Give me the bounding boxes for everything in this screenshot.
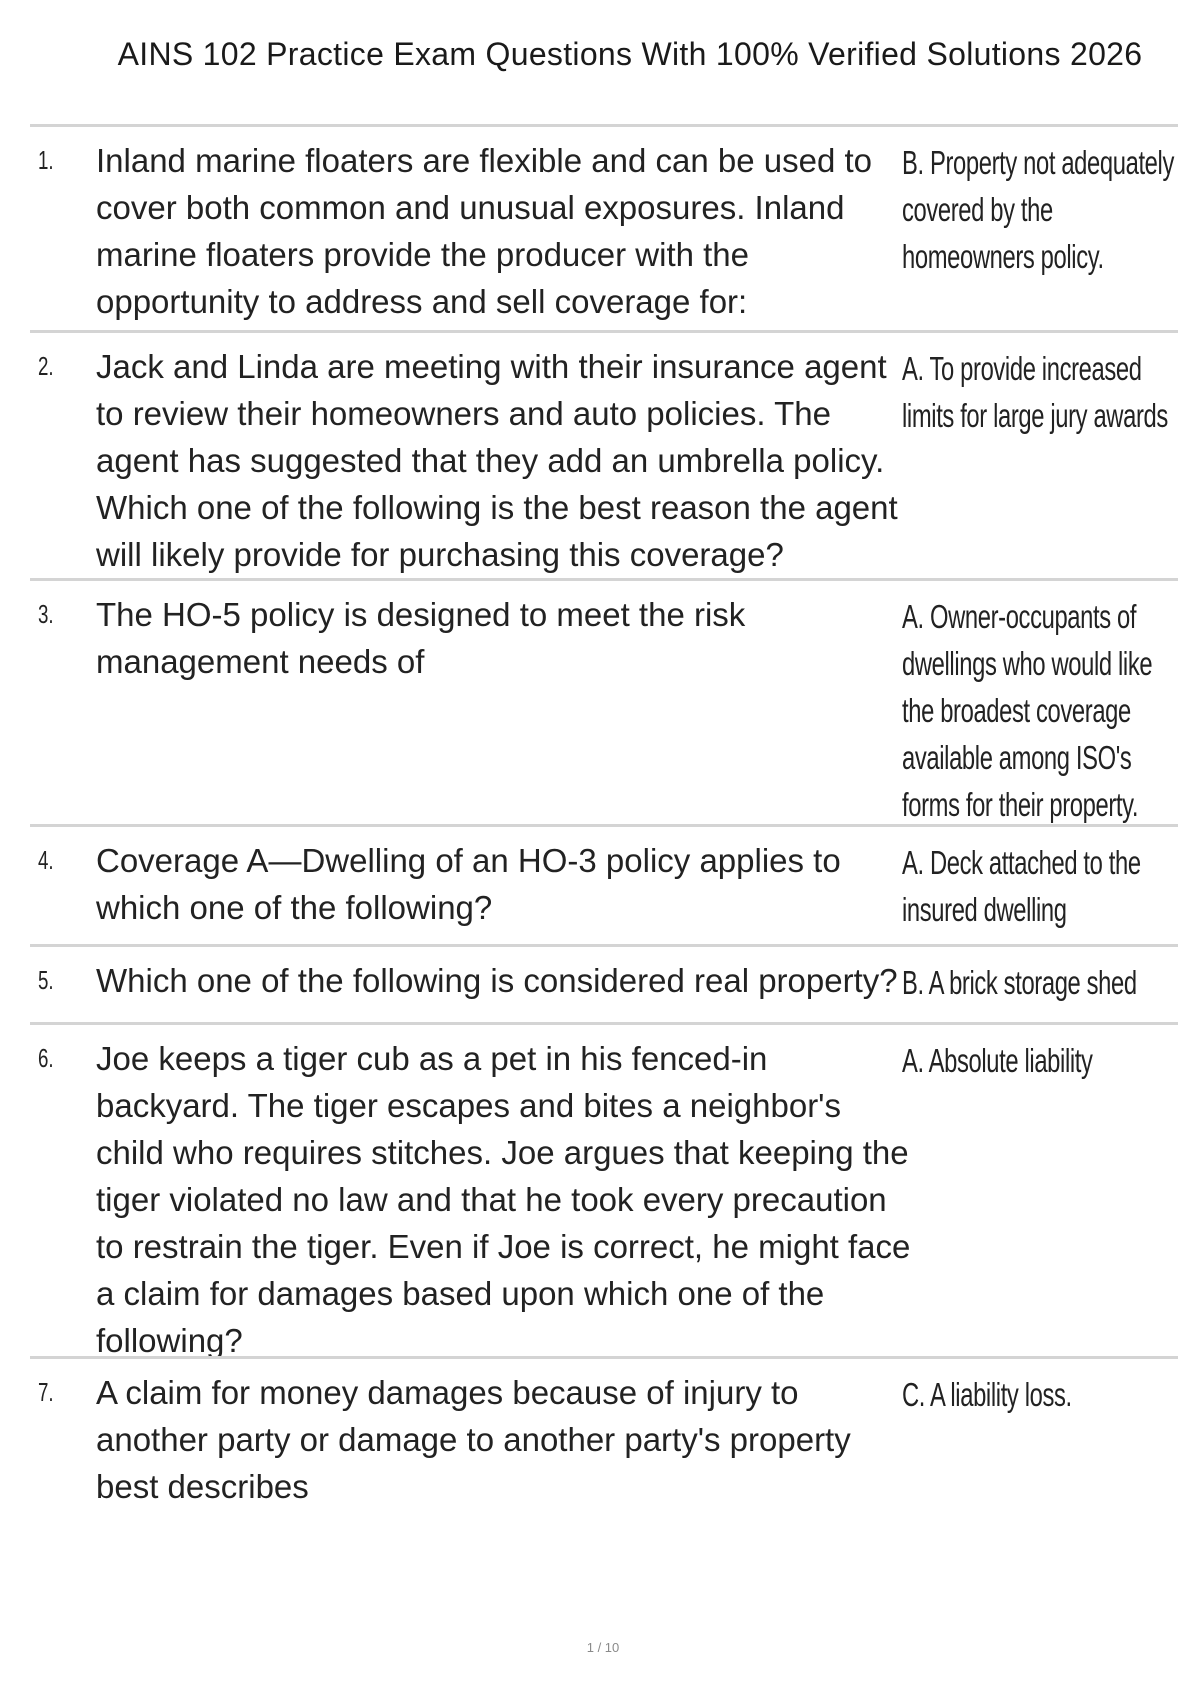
answer-text: A. To provide increased limits for large jury awards bbox=[902, 350, 1168, 434]
question-text: Joe keeps a tiger cub as a pet in his fenced-in backyard. The tiger escapes and bites a neighbor's child who requires stitches. Joe argues that keeping the tiger violated no law and that he took every precaution to restrain the tiger. Even if Joe is correct, he might face a claim for damages based upon which one of the following? bbox=[96, 1040, 911, 1359]
question-text: Coverage A—Dwelling of an HO-3 policy applies to which one of the following? bbox=[96, 842, 841, 926]
question-list bbox=[30, 124, 1178, 1520]
question-row-2 bbox=[30, 330, 1178, 578]
question-row-3 bbox=[30, 578, 1178, 824]
question-text: Jack and Linda are meeting with their insurance agent to review their homeowners and auto policies. The agent has suggested that they add an umbrella policy. Which one of the following is the best reason the agent will likely provide for purchasing this coverage? bbox=[96, 348, 898, 573]
question-row-6 bbox=[30, 1022, 1178, 1359]
question-number: 7. bbox=[38, 1377, 54, 1407]
question-number: 2. bbox=[38, 351, 54, 381]
question-number: 4. bbox=[38, 845, 54, 875]
page-number: 1 / 10 bbox=[586, 1640, 620, 1655]
answer-text: A. Owner-occupants of dwellings who would like the broadest coverage available among ISO's forms for their property. bbox=[902, 598, 1153, 823]
question-number: 5. bbox=[38, 965, 54, 995]
question-text: Inland marine floaters are flexible and can be used to cover both common and unusual exposures. Inland marine floaters provide the producer with the opportunity to address and sell coverage for: bbox=[96, 142, 872, 320]
question-row-1 bbox=[30, 124, 1178, 330]
question-text: The HO-5 policy is designed to meet the risk management needs of bbox=[96, 596, 746, 680]
answer-text: A. Absolute liability bbox=[902, 1042, 1093, 1079]
answer-text: B. Property not adequately covered by the homeowners policy. bbox=[902, 144, 1174, 275]
answer-text: C. A liability loss. bbox=[902, 1376, 1072, 1413]
question-number: 6. bbox=[38, 1043, 54, 1073]
answer-text: A. Deck attached to the insured dwelling bbox=[902, 844, 1141, 928]
question-text: Which one of the following is considered real property? bbox=[96, 962, 898, 999]
document-title: AINS 102 Practice Exam Questions With 100% Verified Solutions 2026 bbox=[117, 36, 1143, 72]
question-number: 1. bbox=[38, 145, 54, 175]
answer-text: B. A brick storage shed bbox=[902, 964, 1137, 1001]
question-row-7 bbox=[30, 1356, 1178, 1520]
question-number: 3. bbox=[38, 599, 54, 629]
question-row-5 bbox=[30, 944, 1178, 1022]
question-text: A claim for money damages because of injury to another party or damage to another party's property best describes bbox=[96, 1374, 851, 1505]
question-row-4 bbox=[30, 824, 1178, 944]
